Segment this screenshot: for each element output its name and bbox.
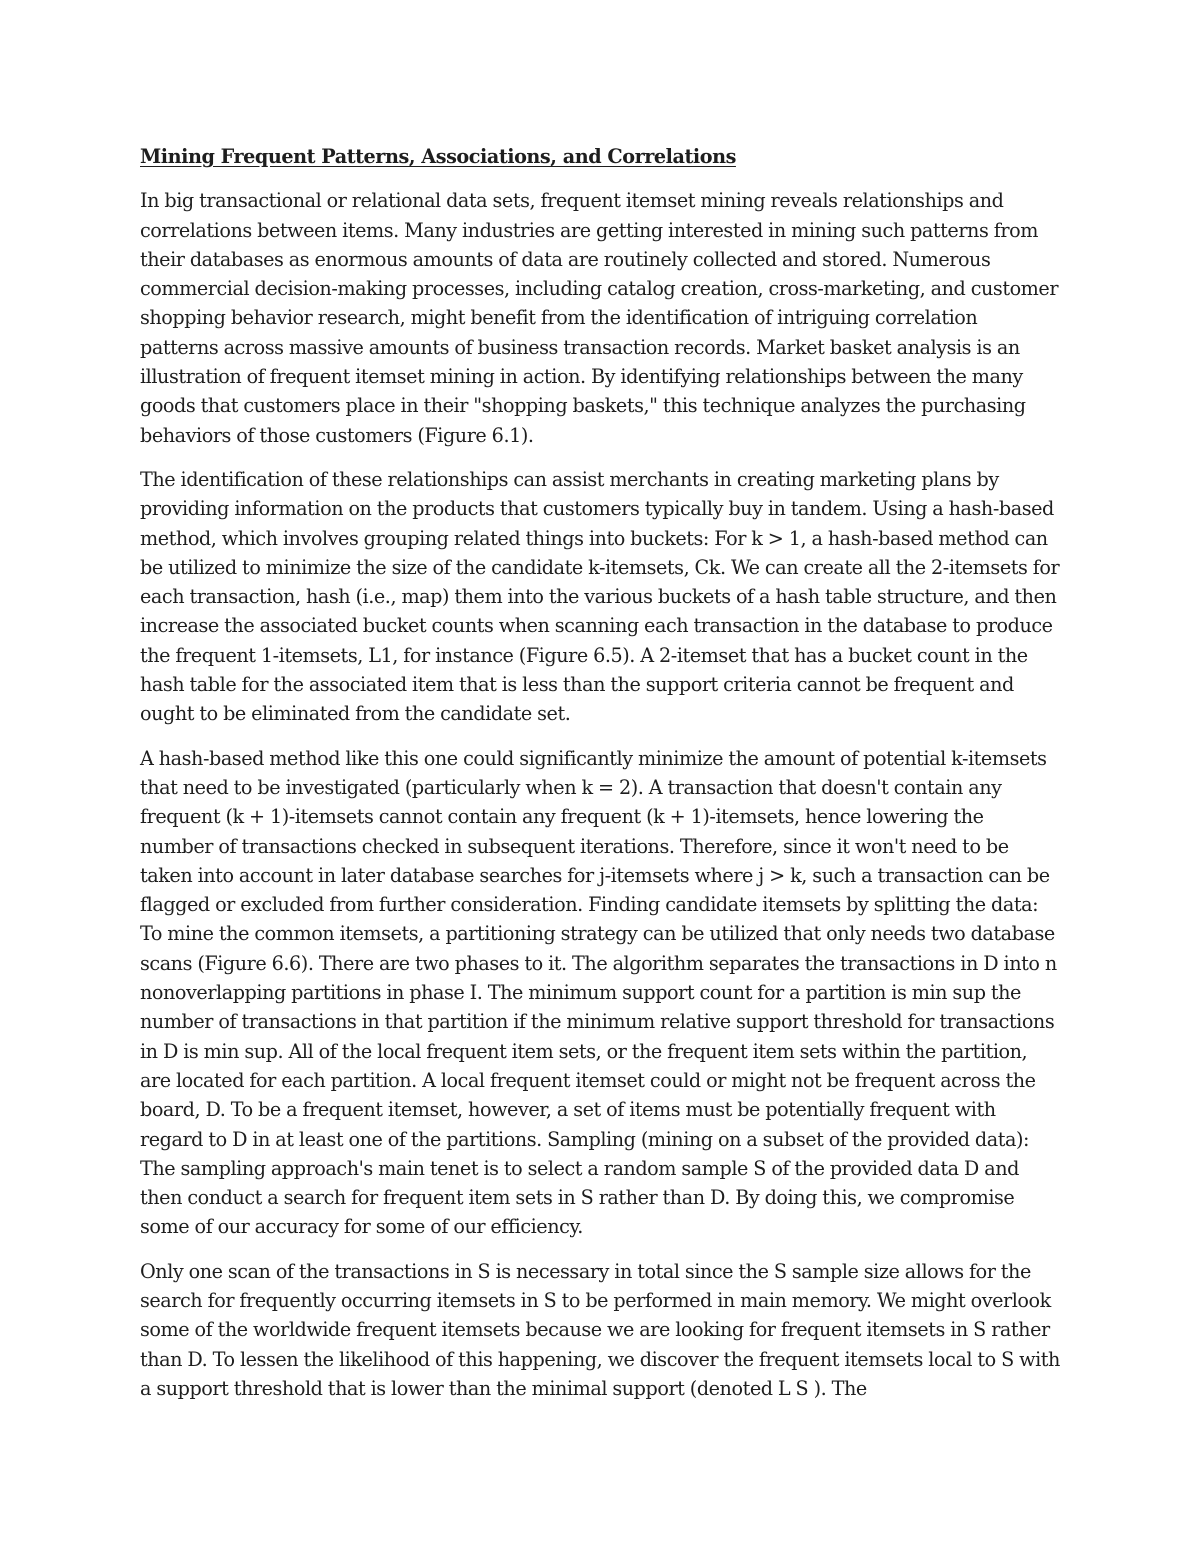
- document-title: Mining Frequent Patterns, Associations, and Correlations: [140, 145, 736, 168]
- document-body: [140, 142, 1060, 1418]
- paragraph-hash-method: The identification of these relationships can assist merchants in creating marketing plans by providing information on the products that customers typically buy in tandem. Using a hash-based method, which involves grouping related things into buckets: For k > 1, a hash-based method can be utilized to minimize the size of the candidate k-itemsets, Ck. We can create all the 2-itemsets for each transaction, hash (i.e., map) them into the various buckets of a hash table structure, and then increase the associated bucket counts when scanning each transaction in the database to produce the frequent 1-itemsets, L1, for instance (Figure 6.5). A 2-itemset that has a bucket count in the hash table for the associated item that is less than the support criteria cannot be frequent and ought to be eliminated from the candidate set.: [140, 467, 1060, 726]
- paragraph-intro: In big transactional or relational data sets, frequent itemset mining reveals relationships and correlations between items. Many industries are getting interested in mining such patterns from their databases as enormous amounts of data are routinely collected and stored. Numerous commercial decision-making processes, including catalog creation, cross-marketing, and customer shopping behavior research, might benefit from the identification of intriguing correlation patterns across massive amounts of business transaction records. Market basket analysis is an illustration of frequent itemset mining in action. By identifying relationships between the many goods that customers place in their "shopping baskets," this technique analyzes the purchasing behaviors of those customers (Figure 6.1).: [140, 189, 1059, 447]
- paragraph-partitioning: A hash-based method like this one could significantly minimize the amount of potential k-itemsets that need to be investigated (particularly when k = 2). A transaction that doesn't contain any frequent (k + 1)-itemsets cannot contain any frequent (k + 1)-itemsets, hence lowering the number of transactions checked in subsequent iterations. Therefore, since it won't need to be taken into account in later database searches for j-itemsets where j > k, such a transaction can be flagged or excluded from further consideration. Finding candidate itemsets by splitting the data: To mine the common itemsets, a partitioning strategy can be utilized that only needs two database scans (Figure 6.6). There are two phases to it. The algorithm separates the transactions in D into n nonoverlapping partitions in phase I. The minimum support count for a partition is min sup the number of transactions in that partition if the minimum relative support threshold for transactions in D is min sup. All of the local frequent item sets, or the frequent item sets within the partition, are located for each partition. A local frequent itemset could or might not be frequent across the board, D. To be a frequent itemset, however, a set of items must be potentially frequent with regard to D in at least one of the partitions. Sampling (mining on a subset of the provided data): The sampling approach's main tenet is to select a random sample S of the provided data D and then conduct a search for frequent item sets in S rather than D. By doing this, we compromise some of our accuracy for some of our efficiency.: [140, 746, 1057, 1239]
- paragraph-sampling: Only one scan of the transactions in S is necessary in total since the S sample size allows for the search for frequently occurring itemsets in S to be performed in main memory. We might overlook some of the worldwide frequent itemsets because we are looking for frequent itemsets in S rather than D. To lessen the likelihood of this happening, we discover the frequent itemsets local to S with a support threshold that is lower than the minimal support (denoted L S ). The: [140, 1259, 1060, 1400]
